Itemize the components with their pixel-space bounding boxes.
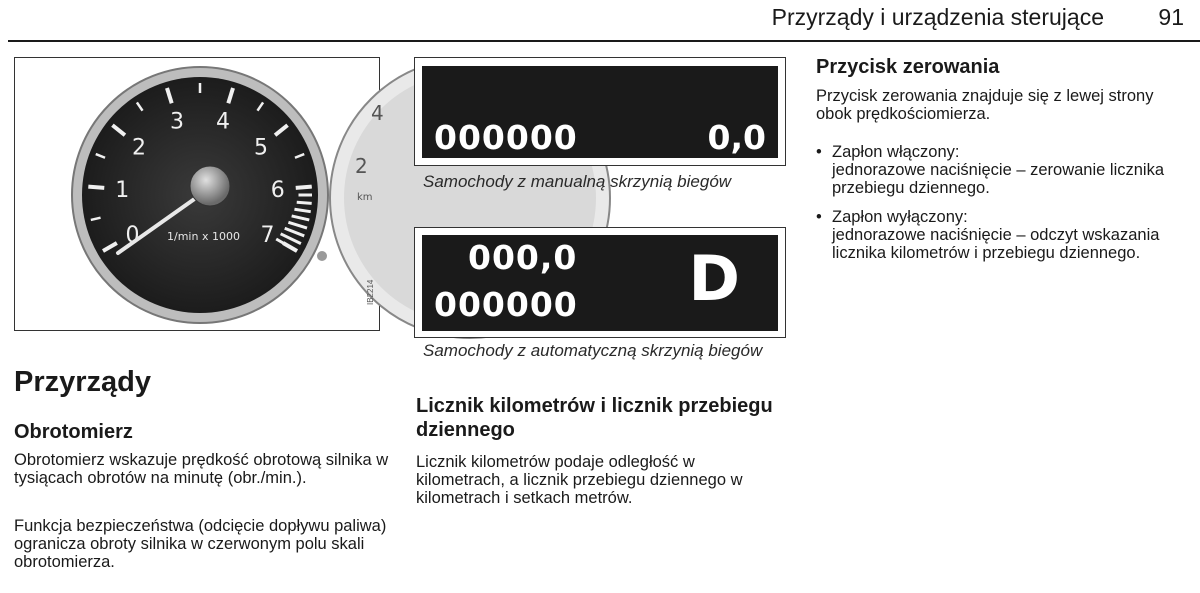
tachometer-label-1: 1 bbox=[115, 178, 130, 204]
major-tick bbox=[88, 187, 104, 188]
manual-display-figure bbox=[414, 57, 786, 166]
tachometer-label-0: 0 bbox=[125, 223, 140, 248]
redzone-tick bbox=[297, 202, 312, 203]
page-number: 91 bbox=[1158, 4, 1184, 30]
manual-display-caption: Samochody z manualną skrzynią biegów bbox=[423, 172, 732, 191]
tachometer-illustration bbox=[15, 58, 384, 332]
odometer-paragraph: Licznik kilometrów podaje odległość w kilometrach, a licznik przebiegu dziennego w kilometrach i setkach metrów. bbox=[416, 453, 743, 507]
tachometer-figure bbox=[14, 57, 384, 331]
automatic-lcd bbox=[422, 235, 778, 331]
tachometer-label-4: 4 bbox=[215, 109, 230, 135]
gear-indicator: D bbox=[688, 242, 740, 315]
tachometer-paragraph-1: Obrotomierz wskazuje prędkość obrotową silnika w tysiącach obrotów na minutę (obr./min.). bbox=[14, 451, 389, 487]
bullet-label: Zapłon włączony: bbox=[832, 143, 960, 161]
bullet-text: jednorazowe naciśnięcie – odczyt wskazania licznika kilometrów i przebiegu dziennego. bbox=[832, 226, 1160, 262]
bullet-dot: • bbox=[816, 143, 822, 161]
needle-hub bbox=[190, 166, 230, 206]
automatic-odometer-readout: 000000 bbox=[434, 285, 578, 324]
automatic-display-figure bbox=[414, 227, 786, 338]
bullet-dot: • bbox=[816, 208, 822, 226]
speedo-label-mid: 2 bbox=[355, 154, 368, 178]
tachometer-label-2: 2 bbox=[132, 135, 147, 161]
header-rule bbox=[8, 40, 1200, 42]
reset-button-heading: Przycisk zerowania bbox=[816, 56, 1000, 78]
automatic-trip-readout: 000,0 bbox=[468, 238, 578, 277]
redzone-tick bbox=[300, 187, 312, 188]
bullet-ignition-on bbox=[816, 143, 1186, 197]
tachometer-label-3: 3 bbox=[170, 109, 185, 135]
manual-odometer-readout: 000000 bbox=[434, 118, 578, 157]
speedo-unit: km bbox=[357, 192, 373, 203]
figure-code: IB2214 bbox=[366, 279, 375, 305]
manual-lcd bbox=[422, 66, 778, 158]
tachometer-heading: Obrotomierz bbox=[14, 421, 133, 443]
tachometer-label-7: 7 bbox=[260, 223, 275, 248]
tachometer-unit: 1/min x 1000 bbox=[167, 230, 240, 243]
tachometer-label-6: 6 bbox=[270, 178, 285, 204]
bullet-ignition-off bbox=[816, 208, 1186, 262]
tachometer-label-5: 5 bbox=[253, 135, 268, 161]
tachometer-paragraph-2: Funkcja bezpieczeństwa (odcięcie dopływu paliwa) ogranicza obroty silnika w czerwonym polu skali obrotomierza. bbox=[14, 517, 387, 571]
bullet-text: jednorazowe naciśnięcie – zerowanie licznika przebiegu dziennego. bbox=[832, 161, 1165, 197]
reset-button-paragraph: Przycisk zerowania znajduje się z lewej strony obok prędkościomierza. bbox=[816, 87, 1154, 123]
automatic-display-caption: Samochody z automatyczną skrzynią biegów bbox=[423, 341, 763, 360]
odometer-heading: Licznik kilometrów i licznik przebiegu dziennego bbox=[416, 395, 773, 441]
manual-trip-readout: 0,0 bbox=[707, 118, 766, 157]
reset-button-knob bbox=[317, 251, 327, 261]
bullet-label: Zapłon wyłączony: bbox=[832, 208, 968, 226]
running-header-title: Przyrządy i urządzenia sterujące bbox=[771, 4, 1104, 30]
speedo-label-top: 4 bbox=[371, 101, 384, 125]
section-title: Przyrządy bbox=[14, 366, 152, 398]
